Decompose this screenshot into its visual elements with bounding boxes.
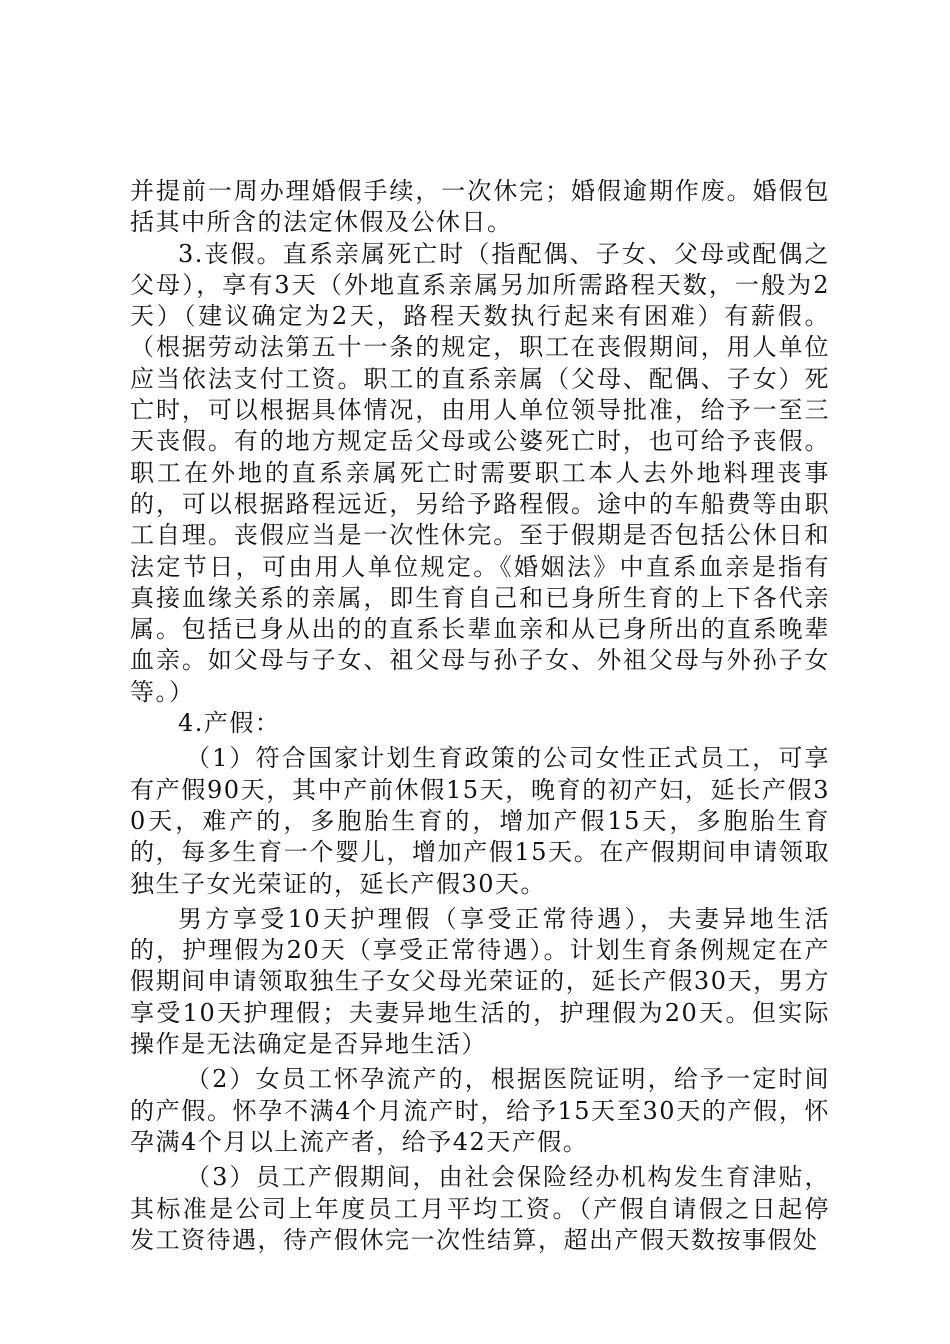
- paragraph-maternity-item-1: （1）符合国家计划生育政策的公司女性正式员工，可享有产假90天，其中产前休假15天，晚育的初产妇，延长产假30天，难产的，多胞胎生育的，增加产假15天，多胞胎生育的，每多生育一个婴儿，增加产假15天。在产假期间申请领取独生子女光荣证的，延长产假30天。: [130, 744, 830, 898]
- document-body: [130, 176, 830, 1256]
- paragraph-bereavement-leave: 3.丧假。直系亲属死亡时（指配偶、子女、父母或配偶之父母），享有3天（外地直系亲属另加所需路程天数，一般为2天）（建议确定为2天，路程天数执行起来有困难）有薪假。（根据劳动法第五十一条的规定，职工在丧假期间，用人单位应当依法支付工资。职工的直系亲属（父母、配偶、子女）死亡时，可以根据具体情况，由用人单位领导批准，给予一至三天丧假。有的地方规定岳父母或公婆死亡时，也可给予丧假。职工在外地的直系亲属死亡时需要职工本人去外地料理丧事的，可以根据路程远近，另给予路程假。途中的车船费等由职工自理。丧假应当是一次性休完。至于假期是否包括公休日和法定节日，可由用人单位规定。《婚姻法》中直系血亲是指有真接血缘关系的亲属，即生育自己和已身所生育的上下各代亲属。包括已身从出的的直系长辈血亲和从已身所出的直系晚辈血亲。如父母与子女、祖父母与孙子女、外祖父母与外孙子女等。）: [130, 239, 830, 706]
- paragraph-paternity-leave: 男方享受10天护理假（享受正常待遇），夫妻异地生活的，护理假为20天（享受正常待遇）。计划生育条例规定在产假期间申请领取独生子女父母光荣证的，延长产假30天，男方享受10天护理假；夫妻异地生活的，护理假为20天。但实际操作是无法确定是否异地生活）: [130, 904, 830, 1059]
- paragraph-marriage-leave-continued: 并提前一周办理婚假手续，一次休完；婚假逾期作废。婚假包括其中所含的法定休假及公休日。: [130, 177, 830, 237]
- paragraph-maternity-item-3: （3）员工产假期间，由社会保险经办机构发生育津贴，其标准是公司上年度员工月平均工资。（产假自请假之日起停发工资待遇，待产假休完一次性结算，超出产假天数按事假处: [130, 1163, 830, 1254]
- paragraph-maternity-item-2: （2）女员工怀孕流产的，根据医院证明，给予一定时间的产假。怀孕不满4个月流产时，给予15天至30天的产假，怀孕满4个月以上流产者，给予42天产假。: [130, 1065, 830, 1156]
- heading-maternity-leave: 4.产假：: [178, 709, 281, 738]
